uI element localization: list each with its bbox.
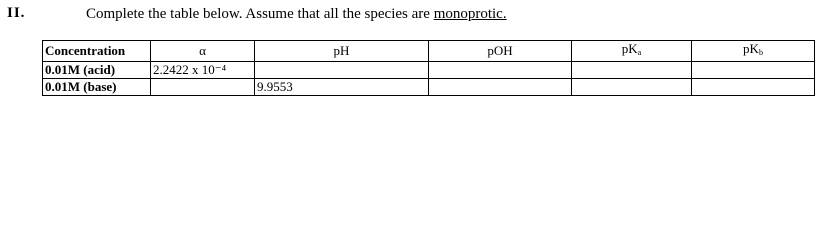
section-number: II. — [7, 5, 26, 21]
header-pkb-main: pK — [743, 41, 759, 56]
answer-table — [42, 40, 815, 96]
header-pkb-subscript: b — [758, 48, 763, 57]
header-pka — [572, 41, 692, 62]
cell-pka-acid[interactable] — [572, 62, 692, 79]
cell-ph-acid[interactable] — [255, 62, 429, 79]
instruction-prefix: Complete the table below. Assume that all the species are — [86, 6, 434, 22]
instruction-underlined-term: monoprotic. — [433, 6, 507, 22]
instruction-text — [86, 6, 507, 23]
cell-alpha-acid[interactable]: 2.2422 x 10⁻⁴ — [151, 62, 255, 79]
table-header-row — [43, 41, 815, 62]
cell-pka-base[interactable] — [572, 79, 692, 96]
header-poh: pOH — [429, 41, 572, 62]
header-ph: pH — [255, 41, 429, 62]
cell-concentration-acid: 0.01M (acid) — [43, 62, 151, 79]
table-row-base — [43, 79, 815, 96]
header-pka-main: pK — [621, 41, 638, 56]
header-alpha: α — [151, 41, 255, 62]
cell-ph-base[interactable]: 9.9553 — [255, 79, 429, 96]
cell-alpha-base[interactable] — [151, 79, 255, 96]
cell-pkb-base[interactable] — [692, 79, 815, 96]
header-concentration: Concentration — [43, 41, 151, 62]
cell-concentration-base: 0.01M (base) — [43, 79, 151, 96]
cell-pkb-acid[interactable] — [692, 62, 815, 79]
cell-poh-base[interactable] — [429, 79, 572, 96]
table-row-acid — [43, 62, 815, 79]
cell-poh-acid[interactable] — [429, 62, 572, 79]
header-pka-subscript: a — [637, 48, 642, 57]
header-pkb — [692, 41, 815, 62]
